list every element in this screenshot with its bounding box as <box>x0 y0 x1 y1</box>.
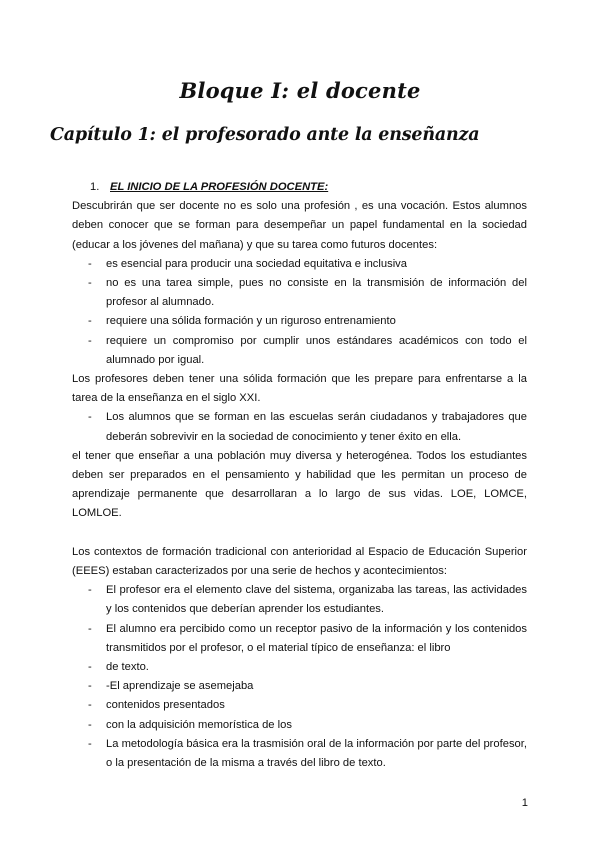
document-title: Bloque I: el docente <box>179 78 421 103</box>
paragraph-diversity: el tener que enseñar a una población muy diversa y heterogénea. Todos los estudiantes deben ser preparados en el pensamiento y habilidad que les permitan un proceso de aprendizaje permanente que desarrollaran a lo largo de sus vidas. LOE, LOMCE, LOMLOE. <box>72 449 527 520</box>
section-heading <box>72 178 527 197</box>
paragraph-training: Los profesores deben tener una sólida formación que les prepare para enfrentarse a la tarea de la enseñanza en el siglo XXI. <box>72 373 527 405</box>
list-item: - El alumno era percibido como un receptor pasivo de la información y los contenidos transmitidos por el profesor, o el material típico de enseñanza: el libro <box>72 620 527 658</box>
list-item: - contenidos presentados <box>72 696 527 715</box>
chapter-title: Capítulo 1: el profesorado ante la enseñanza <box>50 125 480 145</box>
list-traditional-contexts <box>72 581 527 773</box>
document-body <box>72 178 527 773</box>
list-item: - requiere una sólida formación y un riguroso entrenamiento <box>72 312 527 331</box>
list-item: - de texto. <box>72 658 527 677</box>
paragraph-contexts: Los contextos de formación tradicional con anterioridad al Espacio de Educación Superior (EEES) estaban caracterizados por una serie de hechos y acontecimientos: <box>72 545 527 578</box>
list-item: - La metodología básica era la trasmisión oral de la información por parte del profesor, o la presentación de la misma a través del libro de texto. <box>72 735 527 773</box>
list-item: - -El aprendizaje se asemejaba <box>72 677 527 696</box>
list-item: - Los alumnos que se forman en las escuelas serán ciudadanos y trabajadores que deberán sobrevivir en la sociedad de conocimiento y tener éxito en ella. <box>72 408 527 446</box>
page-number: 1 <box>521 797 528 809</box>
list-item: - no es una tarea simple, pues no consiste en la transmisión de información del profesor al alumnado. <box>72 274 527 312</box>
paragraph-intro: Descubrirán que ser docente no es solo una profesión , es una vocación. Estos alumnos deben conocer que se forman para desempeñar un papel fundamental en la sociedad (educar a los jóvenes del mañana) y que su tarea como futuros docentes: <box>72 200 527 251</box>
list-item: - con la adquisición memorística de los <box>72 716 527 735</box>
list-teacher-task <box>72 255 527 370</box>
list-students <box>72 408 527 446</box>
section-number: 1. <box>90 181 100 193</box>
list-item: - es esencial para producir una sociedad equitativa e inclusiva <box>72 255 527 274</box>
paragraph-spacer <box>72 524 527 543</box>
list-item: - El profesor era el elemento clave del sistema, organizaba las tareas, las actividades y los contenidos que deberían aprender los estudiantes. <box>72 581 527 619</box>
section-title: EL INICIO DE LA PROFESIÓN DOCENTE: <box>110 181 329 193</box>
list-item: - requiere un compromiso por cumplir unos estándares académicos con todo el alumnado por igual. <box>72 332 527 370</box>
